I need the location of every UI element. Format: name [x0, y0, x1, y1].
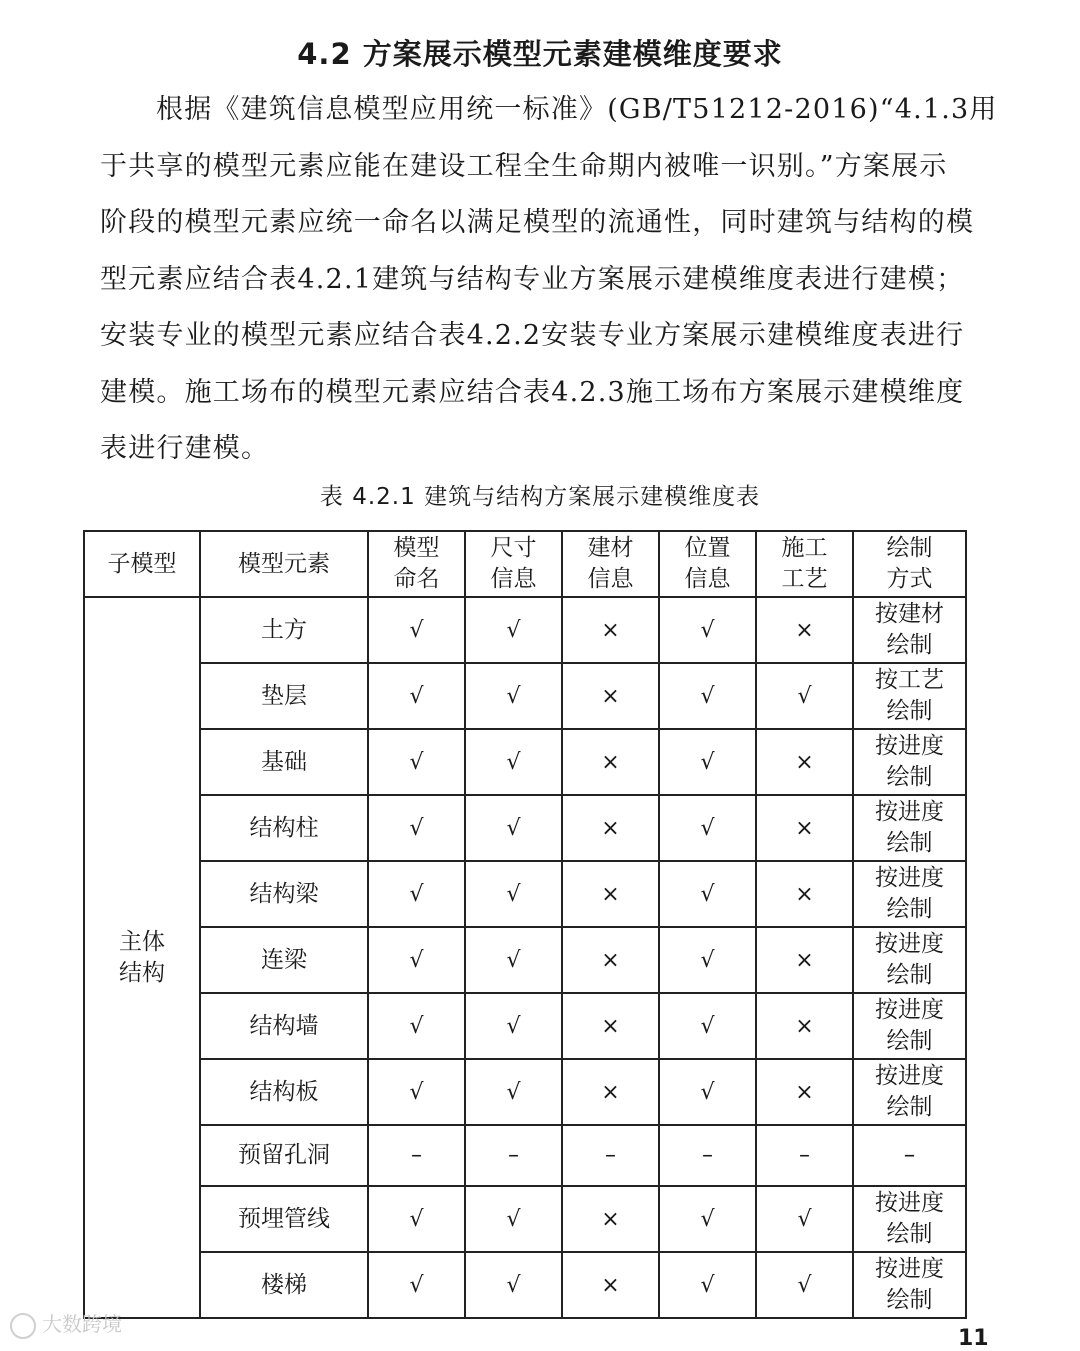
cell-method: – — [853, 1125, 966, 1186]
cell-method: 按进度 绘制 — [853, 1186, 966, 1252]
cell-element: 结构墙 — [200, 993, 368, 1059]
header-submodel: 子模型 — [84, 531, 200, 597]
paragraph-line: 于共享的模型元素应能在建设工程全生命期内被唯一识别。”方案展示 — [100, 150, 948, 182]
table-row — [84, 1252, 966, 1318]
paragraph-line: 型元素应结合表4.2.1建筑与结构专业方案展示建模维度表进行建模； — [100, 263, 965, 295]
cell-position: √ — [659, 1186, 756, 1252]
cell-process: √ — [756, 1252, 853, 1318]
table-row — [84, 1125, 966, 1186]
cell-naming: √ — [368, 663, 465, 729]
paragraph-line: 阶段的模型元素应统一命名以满足模型的流通性，同时建筑与结构的模 — [100, 207, 975, 238]
cell-material: × — [562, 927, 659, 993]
cell-position: √ — [659, 795, 756, 861]
table-row — [84, 861, 966, 927]
cell-material: × — [562, 729, 659, 795]
cell-process: × — [756, 1059, 853, 1125]
cell-position: √ — [659, 1059, 756, 1125]
cell-element: 结构板 — [200, 1059, 368, 1125]
cell-method: 按进度 绘制 — [853, 1059, 966, 1125]
cell-size: √ — [465, 993, 562, 1059]
cell-method: 按进度 绘制 — [853, 993, 966, 1059]
cell-material: × — [562, 861, 659, 927]
header-position-info: 位置 信息 — [659, 531, 756, 597]
cell-size: √ — [465, 1059, 562, 1125]
cell-method: 按进度 绘制 — [853, 861, 966, 927]
cell-size: √ — [465, 729, 562, 795]
cell-position: √ — [659, 993, 756, 1059]
cell-method: 按进度 绘制 — [853, 729, 966, 795]
cell-naming: √ — [368, 1059, 465, 1125]
cell-position: √ — [659, 597, 756, 663]
cell-method: 按建材 绘制 — [853, 597, 966, 663]
cell-size: √ — [465, 795, 562, 861]
cell-size: √ — [465, 1252, 562, 1318]
cell-element: 结构柱 — [200, 795, 368, 861]
watermark: 大数跨境 — [10, 1308, 122, 1339]
cell-method: 按进度 绘制 — [853, 1252, 966, 1318]
cell-element: 垫层 — [200, 663, 368, 729]
cell-process: × — [756, 597, 853, 663]
cell-element: 土方 — [200, 597, 368, 663]
modeling-dimension-table — [83, 530, 967, 1319]
page-number: 11 — [958, 1326, 989, 1351]
header-naming: 模型 命名 — [368, 531, 465, 597]
cell-process: × — [756, 795, 853, 861]
cell-material: × — [562, 993, 659, 1059]
group-cell-main-structure: 主体 结构 — [84, 597, 200, 1318]
header-material-info: 建材 信息 — [562, 531, 659, 597]
cell-material: × — [562, 1186, 659, 1252]
cell-material: × — [562, 795, 659, 861]
paragraph-line: 表进行建模。 — [100, 433, 270, 464]
table-header-row — [84, 531, 966, 597]
cell-size: √ — [465, 663, 562, 729]
cell-process: × — [756, 927, 853, 993]
cell-element: 连梁 — [200, 927, 368, 993]
paragraph-line: 安装专业的模型元素应结合表4.2.2安装专业方案展示建模维度表进行 — [100, 320, 965, 351]
cell-process: × — [756, 993, 853, 1059]
cell-naming: √ — [368, 1252, 465, 1318]
cell-material: × — [562, 597, 659, 663]
table-row — [84, 1186, 966, 1252]
cell-material: × — [562, 1252, 659, 1318]
table-row — [84, 729, 966, 795]
cell-process: √ — [756, 1186, 853, 1252]
cell-naming: – — [368, 1125, 465, 1186]
section-heading: 4.2 方案展示模型元素建模维度要求 — [297, 37, 783, 71]
cell-element: 基础 — [200, 729, 368, 795]
body-paragraph — [100, 82, 998, 478]
cell-position: – — [659, 1125, 756, 1186]
cell-material: – — [562, 1125, 659, 1186]
cell-method: 按工艺 绘制 — [853, 663, 966, 729]
cell-size: √ — [465, 1186, 562, 1252]
cell-size: √ — [465, 927, 562, 993]
cell-naming: √ — [368, 993, 465, 1059]
cell-method: 按进度 绘制 — [853, 927, 966, 993]
cell-process: × — [756, 861, 853, 927]
cell-naming: √ — [368, 1186, 465, 1252]
cell-element: 楼梯 — [200, 1252, 368, 1318]
cell-naming: √ — [368, 927, 465, 993]
header-size-info: 尺寸 信息 — [465, 531, 562, 597]
cell-material: × — [562, 663, 659, 729]
header-construction-process: 施工 工艺 — [756, 531, 853, 597]
table-row — [84, 597, 966, 663]
cell-process: √ — [756, 663, 853, 729]
cell-naming: √ — [368, 861, 465, 927]
cell-naming: √ — [368, 729, 465, 795]
table-row — [84, 1059, 966, 1125]
cell-size: √ — [465, 861, 562, 927]
table-row — [84, 993, 966, 1059]
cell-element: 预留孔洞 — [200, 1125, 368, 1186]
cell-position: √ — [659, 861, 756, 927]
cell-position: √ — [659, 663, 756, 729]
cell-process: × — [756, 729, 853, 795]
cell-element: 预埋管线 — [200, 1186, 368, 1252]
cell-naming: √ — [368, 795, 465, 861]
cell-position: √ — [659, 927, 756, 993]
cell-size: √ — [465, 597, 562, 663]
cell-size: – — [465, 1125, 562, 1186]
cell-material: × — [562, 1059, 659, 1125]
paragraph-line: 根据《建筑信息模型应用统一标准》(GB/T51212-2016)“4.1.3用 — [156, 94, 998, 125]
table-row — [84, 795, 966, 861]
header-drawing-method: 绘制 方式 — [853, 531, 966, 597]
cell-naming: √ — [368, 597, 465, 663]
paragraph-line: 建模。施工场布的模型元素应结合表4.2.3施工场布方案展示建模维度 — [100, 376, 965, 408]
table-row — [84, 927, 966, 993]
table-caption: 表 4.2.1 建筑与结构方案展示建模维度表 — [319, 484, 761, 510]
watermark-logo-icon — [10, 1313, 36, 1339]
cell-position: √ — [659, 1252, 756, 1318]
table-row — [84, 663, 966, 729]
header-element: 模型元素 — [200, 531, 368, 597]
cell-process: – — [756, 1125, 853, 1186]
cell-position: √ — [659, 729, 756, 795]
cell-method: 按进度 绘制 — [853, 795, 966, 861]
cell-element: 结构梁 — [200, 861, 368, 927]
